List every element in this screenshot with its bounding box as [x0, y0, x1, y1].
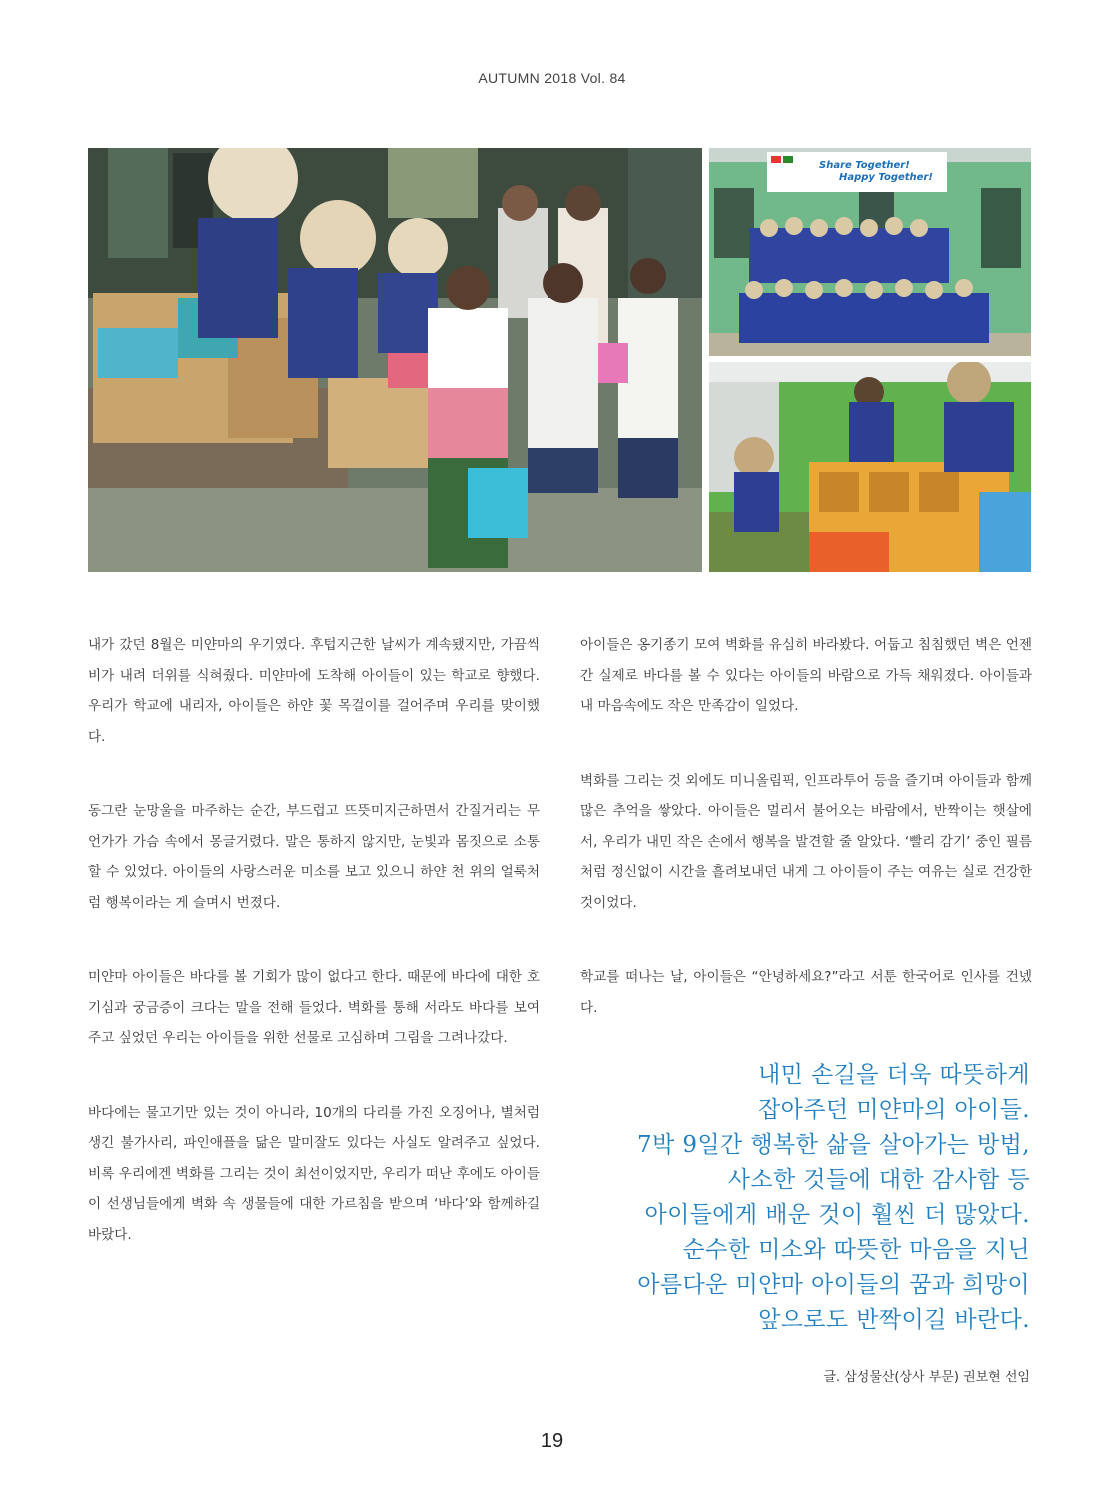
pull-quote-line: 아름다운 미얀마 아이들의 꿈과 희망이	[637, 1272, 1030, 1298]
pull-quote-line: 아이들에게 배운 것이 훨씬 더 많았다.	[644, 1202, 1030, 1228]
body-paragraph: 바다에는 물고기만 있는 것이 아니라, 10개의 다리를 가진 오징어나, 별처럼 생긴 불가사리, 파인애플을 닮은 말미잘도 있다는 사실도 알려주고 싶었다. 비록 우리에겐 벽화를 그리는 것이 최선이었지만, 우리가 떠난 후에도 아이들이 선생님들에게 벽화 속 생물들에 대한 가르침을 받으며 ‘바다’와 함께하길 바랐다.	[88, 1104, 540, 1243]
photo-volunteer-group	[709, 148, 1031, 356]
pull-quote-line: 순수한 미소와 따뜻한 마음을 지닌	[682, 1237, 1030, 1263]
body-text-right-column	[580, 630, 1032, 1067]
pull-quote-line: 사소한 것들에 대한 감사함 등	[727, 1167, 1030, 1193]
photo-volunteers-handing-out-school-supplies	[88, 148, 702, 572]
body-paragraph: 내가 갔던 8월은 미얀마의 우기였다. 후텁지근한 날씨가 계속됐지만, 가끔씩 비가 내려 더위를 식혀줬다. 미얀마에 도착해 아이들이 있는 학교로 향했다. 우리가 학교에 내리자, 아이들은 하얀 꽃 목걸이를 걸어주며 우리를 맞이했다.	[88, 637, 540, 745]
pull-quote-line: 잡아주던 미얀마의 아이들.	[758, 1097, 1030, 1123]
pull-quote-line: 내민 손길을 더욱 따뜻하게	[758, 1062, 1030, 1088]
pull-quote	[580, 1058, 1030, 1338]
pull-quote-line: 7박 9일간 행복한 삶을 살아가는 방법,	[637, 1132, 1030, 1158]
svg-text:Share Together!: Share Together!	[819, 160, 910, 171]
photo-volunteers-painting-shelf	[709, 362, 1031, 572]
body-paragraph: 학교를 떠나는 날, 아이들은 “안녕하세요?”라고 서툰 한국어로 인사를 건넸다.	[580, 969, 1032, 1016]
body-text-left-column	[88, 630, 540, 1294]
page-number: 19	[540, 1430, 564, 1452]
author-credit: 글. 삼성물산(상사 부문) 권보현 선임	[823, 1370, 1030, 1385]
body-paragraph: 동그란 눈망울을 마주하는 순간, 부드럽고 뜨뜻미지근하면서 간질거리는 무언가가 가슴 속에서 몽글거렸다. 말은 통하지 않지만, 눈빛과 몸짓으로 소통할 수 있었다. 아이들의 사랑스러운 미소를 보고 있으니 하얀 천 위의 얼룩처럼 행복이라는 게 슬며시 번졌다.	[88, 803, 540, 911]
svg-text:Happy Together!: Happy Together!	[839, 172, 933, 183]
body-paragraph: 아이들은 옹기종기 모여 벽화를 유심히 바라봤다. 어둡고 침침했던 벽은 언젠간 실제로 바다를 볼 수 있다는 아이들의 바람으로 가득 채워졌다. 아이들과 내 마음속에도 작은 만족감이 일었다.	[580, 637, 1032, 714]
body-paragraph: 벽화를 그리는 것 외에도 미니올림픽, 인프라투어 등을 즐기며 아이들과 함께 많은 추억을 쌓았다. 아이들은 멀리서 불어오는 바람에서, 반짝이는 햇살에서, 우리가 내민 작은 손에서 행복을 발견할 줄 알았다. ‘빨리 감기’ 중인 필름처럼 정신없이 시간을 흘려보내던 내게 그 아이들이 주는 여유는 실로 건강한 것이었다.	[580, 772, 1032, 911]
body-paragraph: 미얀마 아이들은 바다를 볼 기회가 많이 없다고 한다. 때문에 바다에 대한 호기심과 궁금증이 크다는 말을 전해 들었다. 벽화를 통해 서라도 바다를 보여주고 싶었던 우리는 아이들을 위한 선물로 고심하며 그림을 그려나갔다.	[88, 969, 540, 1046]
pull-quote-line: 앞으로도 반짝이길 바란다.	[758, 1307, 1030, 1333]
magazine-issue-header: AUTUMN 2018 Vol. 84	[478, 70, 626, 86]
